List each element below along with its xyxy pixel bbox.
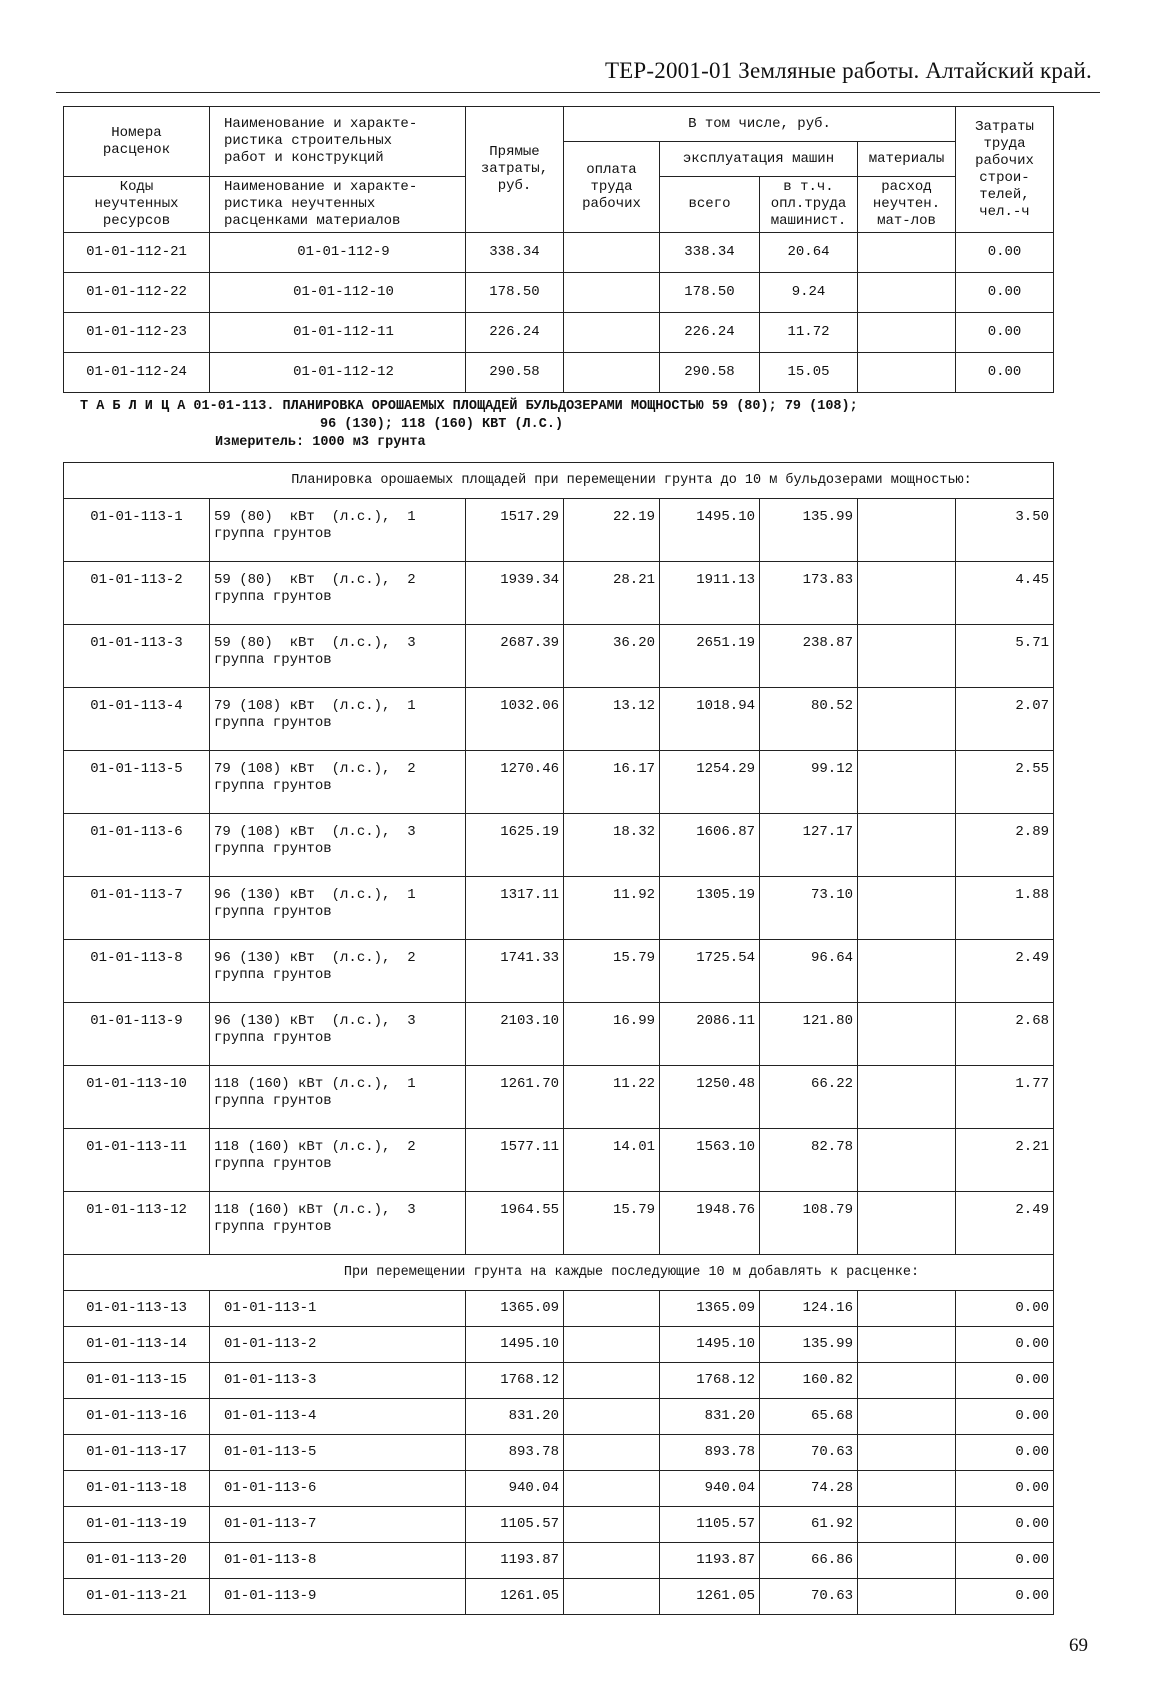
header-resource-name: Наименование и характе- ристика неучтенных расценками материалов (210, 177, 466, 233)
rate-code: 01-01-113-6 (64, 814, 210, 877)
cell-direct: 1365.09 (466, 1291, 564, 1327)
rate-name: 79 (108) кВт (л.с.), 1 группа грунтов (210, 688, 466, 751)
cell-materials (858, 1579, 956, 1615)
table-row (64, 1327, 1054, 1363)
rates-table-header (63, 106, 1055, 393)
table-row (64, 940, 1054, 1003)
header-operators-pay: в т.ч. опл.труда машинист. (760, 177, 858, 233)
table-row: 01-01-112-21 01-01-112-9 338.34 338.34 20.64 0.00 (64, 233, 1055, 273)
cell-labor: 22.19 (564, 499, 660, 562)
cell-direct: 1317.11 (466, 877, 564, 940)
page-title: ТЕР-2001-01 Земляные работы. Алтайский край. (604, 58, 1092, 83)
rates-table-113 (63, 462, 1054, 1615)
table-row (64, 751, 1054, 814)
rate-code: 01-01-113-2 (64, 562, 210, 625)
cell-operators: 173.83 (760, 562, 858, 625)
cell-hours: 0.00 (956, 1543, 1054, 1579)
cell-machines: 1495.10 (660, 499, 760, 562)
cell-materials (858, 1399, 956, 1435)
rate-code: 01-01-113-16 (64, 1399, 210, 1435)
cell-hours: 2.55 (956, 751, 1054, 814)
header-resource-codes: Коды неучтенных ресурсов (64, 177, 210, 233)
cell-materials (858, 1363, 956, 1399)
rate-code: 01-01-113-14 (64, 1327, 210, 1363)
cell-labor: 16.17 (564, 751, 660, 814)
cell-hours: 0.00 (956, 1291, 1054, 1327)
cell-direct: 2103.10 (466, 1003, 564, 1066)
table-row (64, 562, 1054, 625)
cell-labor: 15.79 (564, 940, 660, 1003)
cell-hours: 2.07 (956, 688, 1054, 751)
table-row: 01-01-112-24 01-01-112-12 290.58 290.58 15.05 0.00 (64, 353, 1055, 393)
cell-hours: 0.00 (956, 1327, 1054, 1363)
rate-name: 96 (130) кВт (л.с.), 1 группа грунтов (210, 877, 466, 940)
cell-materials (858, 1543, 956, 1579)
rate-code: 01-01-113-21 (64, 1579, 210, 1615)
cell-direct: 1495.10 (466, 1327, 564, 1363)
cell-operators: 66.86 (760, 1543, 858, 1579)
cell-direct: 1032.06 (466, 688, 564, 751)
header-labor-costs: Затраты труда рабочих строи- телей, чел.-ч (956, 107, 1054, 233)
cell-hours: 0.00 (956, 1579, 1054, 1615)
cell-hours: 0.00 (956, 1363, 1054, 1399)
cell-machines: 1725.54 (660, 940, 760, 1003)
table-row: 01-01-112-22 01-01-112-10 178.50 178.50 9.24 0.00 (64, 273, 1055, 313)
rate-code: 01-01-113-12 (64, 1192, 210, 1255)
rate-code: 01-01-113-7 (64, 877, 210, 940)
cell-machines: 1606.87 (660, 814, 760, 877)
cell-machines: 2086.11 (660, 1003, 760, 1066)
cell-operators: 238.87 (760, 625, 858, 688)
cell-materials (858, 688, 956, 751)
rate-name: 79 (108) кВт (л.с.), 2 группа грунтов (210, 751, 466, 814)
cell-labor (564, 1327, 660, 1363)
header-rate-numbers: Номера расценок (64, 107, 210, 177)
rate-code: 01-01-113-3 (64, 625, 210, 688)
cell-direct: 893.78 (466, 1435, 564, 1471)
resource-code: 01-01-113-4 (210, 1399, 466, 1435)
cell-materials (858, 940, 956, 1003)
table-row (64, 625, 1054, 688)
cell-hours: 2.89 (956, 814, 1054, 877)
rate-code: 01-01-113-15 (64, 1363, 210, 1399)
table-row (64, 1471, 1054, 1507)
cell-machines: 1261.05 (660, 1579, 760, 1615)
cell-materials (858, 814, 956, 877)
cell-materials (858, 1435, 956, 1471)
cell-machines: 1105.57 (660, 1507, 760, 1543)
cell-direct: 1105.57 (466, 1507, 564, 1543)
cell-materials (858, 499, 956, 562)
table-caption (80, 398, 1080, 452)
cell-operators: 121.80 (760, 1003, 858, 1066)
section-title-1: Планировка орошаемых площадей при перемещении грунта до 10 м бульдозерами мощностью: (64, 463, 1054, 499)
table-row (64, 814, 1054, 877)
cell-materials (858, 562, 956, 625)
cell-machines: 940.04 (660, 1471, 760, 1507)
cell-hours: 2.49 (956, 1192, 1054, 1255)
table-row (64, 1066, 1054, 1129)
cell-hours: 5.71 (956, 625, 1054, 688)
cell-labor: 11.92 (564, 877, 660, 940)
cell-labor (564, 1579, 660, 1615)
cell-operators: 73.10 (760, 877, 858, 940)
cell-direct: 1741.33 (466, 940, 564, 1003)
cell-direct: 1625.19 (466, 814, 564, 877)
cell-operators: 124.16 (760, 1291, 858, 1327)
cell-labor: 18.32 (564, 814, 660, 877)
rate-name: 59 (80) кВт (л.с.), 2 группа грунтов (210, 562, 466, 625)
table-row: 01-01-112-23 01-01-112-11 226.24 226.24 11.72 0.00 (64, 313, 1055, 353)
rate-name: 96 (130) кВт (л.с.), 3 группа грунтов (210, 1003, 466, 1066)
table-row (64, 1507, 1054, 1543)
cell-hours: 1.88 (956, 877, 1054, 940)
cell-direct: 1270.46 (466, 751, 564, 814)
rate-code: 01-01-113-13 (64, 1291, 210, 1327)
resource-code: 01-01-113-1 (210, 1291, 466, 1327)
cell-labor (564, 1507, 660, 1543)
cell-direct: 1577.11 (466, 1129, 564, 1192)
cell-hours: 2.21 (956, 1129, 1054, 1192)
rate-name: 118 (160) кВт (л.с.), 2 группа грунтов (210, 1129, 466, 1192)
cell-labor (564, 1471, 660, 1507)
cell-operators: 99.12 (760, 751, 858, 814)
cell-labor (564, 1399, 660, 1435)
table-caption-line1: Т А Б Л И Ц А 01-01-113. ПЛАНИРОВКА ОРОШАЕМЫХ ПЛОЩАДЕЙ БУЛЬДОЗЕРАМИ МОЩНОСТЬЮ 59 (80); 79 (108); (80, 399, 858, 414)
cell-labor (564, 1291, 660, 1327)
cell-machines: 1768.12 (660, 1363, 760, 1399)
cell-labor: 11.22 (564, 1066, 660, 1129)
header-direct-cost: Прямые затраты, руб. (466, 107, 564, 233)
cell-labor: 16.99 (564, 1003, 660, 1066)
cell-labor: 14.01 (564, 1129, 660, 1192)
resource-code: 01-01-113-8 (210, 1543, 466, 1579)
rate-name: 79 (108) кВт (л.с.), 3 группа грунтов (210, 814, 466, 877)
header-machines-total: всего (660, 177, 760, 233)
page-header (56, 52, 1100, 93)
cell-operators: 65.68 (760, 1399, 858, 1435)
cell-hours: 0.00 (956, 1435, 1054, 1471)
cell-hours: 3.50 (956, 499, 1054, 562)
cell-hours: 1.77 (956, 1066, 1054, 1129)
header-unaccounted-materials: расход неучтен. мат-лов (858, 177, 956, 233)
cell-machines: 831.20 (660, 1399, 760, 1435)
rate-name: 96 (130) кВт (л.с.), 2 группа грунтов (210, 940, 466, 1003)
resource-code: 01-01-113-6 (210, 1471, 466, 1507)
resource-code: 01-01-113-2 (210, 1327, 466, 1363)
cell-labor (564, 1363, 660, 1399)
cell-materials (858, 1507, 956, 1543)
header-materials: материалы (858, 142, 956, 177)
cell-operators: 96.64 (760, 940, 858, 1003)
cell-materials (858, 1192, 956, 1255)
rate-name: 59 (80) кВт (л.с.), 1 группа грунтов (210, 499, 466, 562)
rate-code: 01-01-113-1 (64, 499, 210, 562)
cell-direct: 1261.05 (466, 1579, 564, 1615)
cell-hours: 0.00 (956, 1399, 1054, 1435)
rate-code: 01-01-113-9 (64, 1003, 210, 1066)
cell-materials (858, 1003, 956, 1066)
section-row (64, 1255, 1054, 1291)
table-row (64, 1399, 1054, 1435)
cell-hours: 2.49 (956, 940, 1054, 1003)
cell-operators: 80.52 (760, 688, 858, 751)
rate-code: 01-01-113-11 (64, 1129, 210, 1192)
rate-code: 01-01-113-19 (64, 1507, 210, 1543)
rate-code: 01-01-113-8 (64, 940, 210, 1003)
cell-direct: 1964.55 (466, 1192, 564, 1255)
cell-operators: 74.28 (760, 1471, 858, 1507)
table-row (64, 1435, 1054, 1471)
section-row (64, 463, 1054, 499)
cell-direct: 831.20 (466, 1399, 564, 1435)
resource-code: 01-01-113-9 (210, 1579, 466, 1615)
rate-code: 01-01-113-4 (64, 688, 210, 751)
rate-code: 01-01-113-20 (64, 1543, 210, 1579)
cell-machines: 893.78 (660, 1435, 760, 1471)
cell-operators: 108.79 (760, 1192, 858, 1255)
cell-operators: 160.82 (760, 1363, 858, 1399)
cell-labor: 13.12 (564, 688, 660, 751)
cell-machines: 1563.10 (660, 1129, 760, 1192)
table-row (64, 1579, 1054, 1615)
cell-operators: 82.78 (760, 1129, 858, 1192)
cell-labor: 15.79 (564, 1192, 660, 1255)
cell-direct: 1939.34 (466, 562, 564, 625)
table-row (64, 1291, 1054, 1327)
table-row (64, 1192, 1054, 1255)
resource-code: 01-01-113-3 (210, 1363, 466, 1399)
cell-machines: 1305.19 (660, 877, 760, 940)
cell-direct: 1768.12 (466, 1363, 564, 1399)
resource-code: 01-01-113-5 (210, 1435, 466, 1471)
cell-operators: 70.63 (760, 1579, 858, 1615)
cell-machines: 1911.13 (660, 562, 760, 625)
cell-machines: 2651.19 (660, 625, 760, 688)
cell-materials (858, 1291, 956, 1327)
cell-machines: 1193.87 (660, 1543, 760, 1579)
cell-direct: 2687.39 (466, 625, 564, 688)
header-work-name: Наименование и характе- ристика строительных работ и конструкций (210, 107, 466, 177)
cell-labor: 28.21 (564, 562, 660, 625)
cell-operators: 61.92 (760, 1507, 858, 1543)
cell-direct: 1193.87 (466, 1543, 564, 1579)
header-machines: эксплуатация машин (660, 142, 858, 177)
cell-materials (858, 877, 956, 940)
cell-materials (858, 1471, 956, 1507)
table-row (64, 1003, 1054, 1066)
cell-operators: 135.99 (760, 1327, 858, 1363)
cell-labor (564, 1435, 660, 1471)
cell-hours: 0.00 (956, 1507, 1054, 1543)
rate-name: 118 (160) кВт (л.с.), 3 группа грунтов (210, 1192, 466, 1255)
table-caption-unit: Измеритель: 1000 м3 грунта (215, 435, 426, 450)
cell-hours: 4.45 (956, 562, 1054, 625)
cell-operators: 70.63 (760, 1435, 858, 1471)
cell-hours: 2.68 (956, 1003, 1054, 1066)
cell-labor (564, 1543, 660, 1579)
cell-machines: 1495.10 (660, 1327, 760, 1363)
cell-materials (858, 751, 956, 814)
cell-operators: 127.17 (760, 814, 858, 877)
table-row (64, 1129, 1054, 1192)
rate-name: 59 (80) кВт (л.с.), 3 группа грунтов (210, 625, 466, 688)
cell-machines: 1254.29 (660, 751, 760, 814)
cell-machines: 1018.94 (660, 688, 760, 751)
cell-materials (858, 1129, 956, 1192)
rate-code: 01-01-113-5 (64, 751, 210, 814)
cell-hours: 0.00 (956, 1471, 1054, 1507)
cell-machines: 1250.48 (660, 1066, 760, 1129)
rate-name: 118 (160) кВт (л.с.), 1 группа грунтов (210, 1066, 466, 1129)
cell-operators: 66.22 (760, 1066, 858, 1129)
rate-code: 01-01-113-17 (64, 1435, 210, 1471)
cell-direct: 1261.70 (466, 1066, 564, 1129)
cell-labor: 36.20 (564, 625, 660, 688)
table-caption-line2: 96 (130); 118 (160) КВТ (Л.С.) (320, 417, 564, 432)
resource-code: 01-01-113-7 (210, 1507, 466, 1543)
cell-materials (858, 625, 956, 688)
table-row (64, 499, 1054, 562)
table-row (64, 688, 1054, 751)
cell-direct: 1517.29 (466, 499, 564, 562)
cell-machines: 1365.09 (660, 1291, 760, 1327)
header-labor-pay: оплата труда рабочих (564, 142, 660, 233)
cell-operators: 135.99 (760, 499, 858, 562)
header-including: В том числе, руб. (564, 107, 956, 142)
page-number: 69 (1069, 1635, 1088, 1656)
cell-materials (858, 1327, 956, 1363)
table-row (64, 877, 1054, 940)
rate-code: 01-01-113-18 (64, 1471, 210, 1507)
cell-direct: 940.04 (466, 1471, 564, 1507)
rate-code: 01-01-113-10 (64, 1066, 210, 1129)
table-row (64, 1543, 1054, 1579)
table-row (64, 1363, 1054, 1399)
cell-materials (858, 1066, 956, 1129)
section-title-2: При перемещении грунта на каждые последующие 10 м добавлять к расценке: (64, 1255, 1054, 1291)
cell-machines: 1948.76 (660, 1192, 760, 1255)
